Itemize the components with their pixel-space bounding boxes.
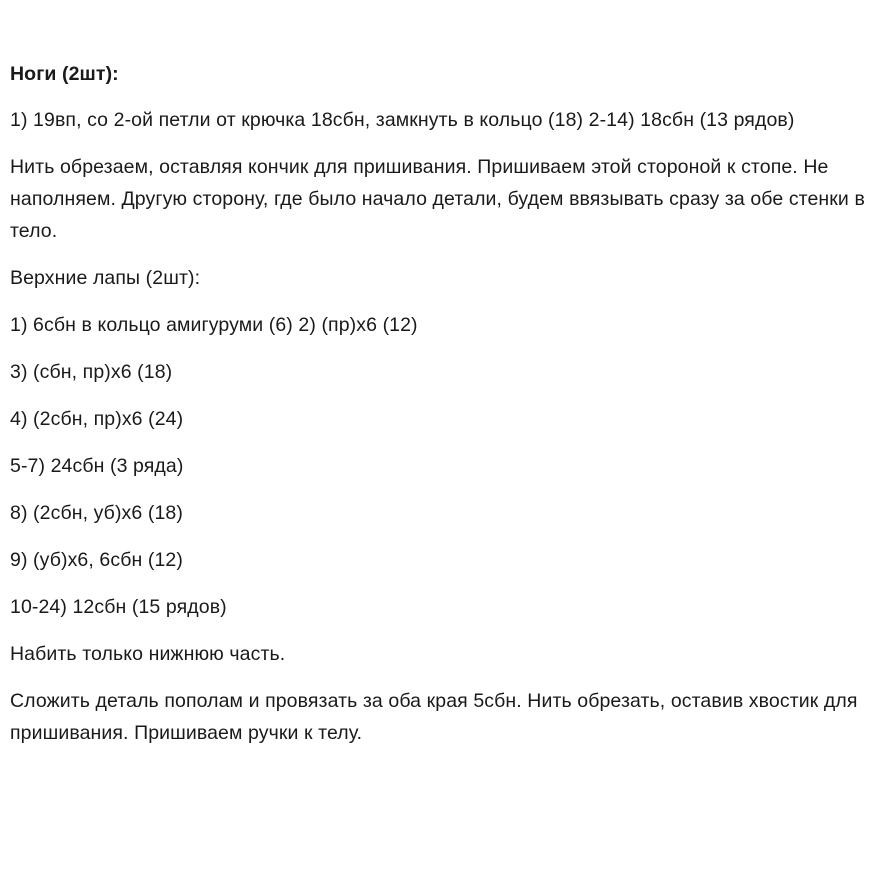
paws-row-9: 9) (уб)х6, 6сбн (12): [10, 549, 183, 571]
paws-stuffing-note: Набить только нижнюю часть.: [10, 643, 286, 665]
paws-row-5-7: 5-7) 24сбн (3 ряда): [10, 455, 184, 477]
paws-finishing-instructions: Сложить деталь пополам и провязать за оба края 5сбн. Нить обрезать, оставив хвостик для пришивания. Пришиваем ручки к телу.: [10, 690, 858, 744]
paws-row-4: 4) (2сбн, пр)х6 (24): [10, 408, 184, 430]
legs-finishing-instructions: Нить обрезаем, оставляя кончик для пришивания. Пришиваем этой стороной к стопе. Не наполняем. Другую сторону, где было начало детали, будем ввязывать сразу за обе стенки в тело.: [10, 156, 865, 242]
section-title-upper-paws: Верхние лапы (2шт):: [10, 267, 201, 289]
crochet-pattern-document: [10, 58, 888, 764]
legs-row-1: 1) 19вп, со 2-ой петли от крючка 18сбн, замкнуть в кольцо (18) 2-14) 18сбн (13 рядов): [10, 109, 795, 131]
paws-row-10-24: 10-24) 12сбн (15 рядов): [10, 596, 227, 618]
paws-row-8: 8) (2сбн, уб)х6 (18): [10, 502, 183, 524]
paws-row-3: 3) (сбн, пр)х6 (18): [10, 361, 173, 383]
section-title-legs: Ноги (2шт):: [10, 63, 119, 85]
paws-row-1-2: 1) 6сбн в кольцо амигуруми (6) 2) (пр)х6 (12): [10, 314, 418, 336]
